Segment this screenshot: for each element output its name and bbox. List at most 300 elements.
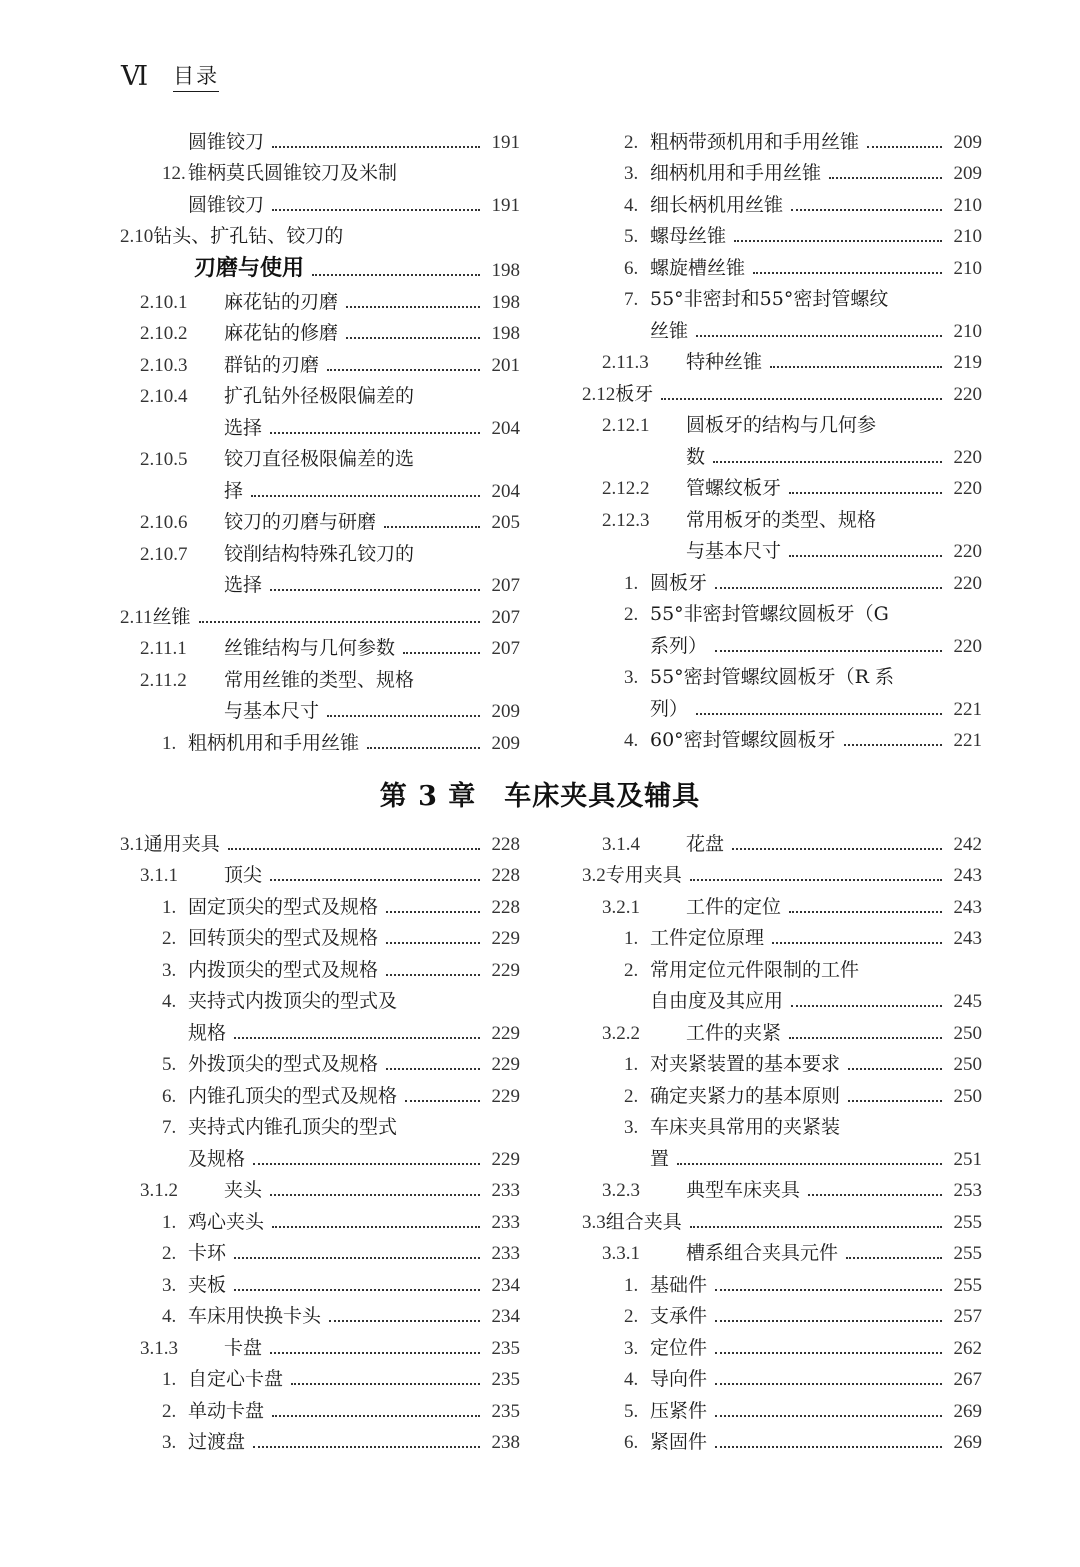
toc-entry-title: 麻花钻的修磨: [224, 322, 339, 344]
toc-entry-page: 229: [491, 928, 520, 949]
running-head: [121, 62, 219, 92]
dot-leader: [270, 1352, 480, 1354]
toc-entry-number: 1.: [624, 928, 639, 949]
dot-leader: [272, 209, 480, 211]
dot-leader: [867, 146, 942, 148]
toc-entry-number: 7.: [624, 289, 639, 310]
toc-entry-title: 夹持式内锥孔顶尖的型式: [188, 1116, 398, 1138]
toc-entry-page: 220: [953, 541, 982, 562]
toc-entry-number: 4.: [624, 194, 639, 216]
dot-leader: [696, 335, 942, 337]
toc-entry-title: 与基本尺寸: [686, 540, 782, 562]
dot-leader: [234, 1289, 480, 1291]
toc-entry[interactable]: [120, 824, 520, 856]
toc-entry-title: 55°密封管螺纹圆板牙（R 系: [650, 666, 895, 688]
toc-entry-page: 233: [491, 1243, 520, 1264]
toc-entry-number: 2.10.7: [140, 543, 188, 565]
toc-entry-number: 3.2.2: [602, 1022, 640, 1044]
toc-entry-page: 191: [491, 131, 520, 153]
toc-entry-title: 圆板牙的结构与几何参: [686, 414, 877, 436]
toc-entry-number: 2.: [624, 131, 639, 153]
toc-entry-title: 55°非密封管螺纹圆板牙（G: [650, 603, 889, 625]
toc-entry-title: 回转顶尖的型式及规格: [188, 927, 379, 949]
toc-entry-page: 233: [491, 1211, 520, 1233]
toc-entry[interactable]: [120, 1328, 520, 1360]
toc-entry[interactable]: [582, 626, 982, 658]
toc-entry[interactable]: [120, 534, 520, 566]
dot-leader: [661, 398, 942, 400]
dot-leader: [753, 272, 942, 274]
toc-entry-number: 6.: [624, 1432, 639, 1453]
toc-entry[interactable]: [120, 660, 520, 692]
toc-entry[interactable]: [582, 311, 982, 343]
toc-entry[interactable]: [582, 1139, 982, 1171]
toc-entry-page: 210: [953, 226, 982, 247]
toc-entry[interactable]: [120, 282, 520, 314]
toc-entry[interactable]: [120, 1139, 520, 1171]
toc-entry[interactable]: [120, 1360, 520, 1392]
toc-entry[interactable]: [120, 982, 520, 1014]
toc-entry-title: 置: [650, 1147, 670, 1170]
dot-leader: [270, 432, 480, 434]
toc-entry[interactable]: [582, 469, 982, 501]
dot-leader: [199, 621, 480, 623]
toc-entry-title: 圆锥铰刀: [188, 193, 265, 216]
toc-entry-number: 3.2.3: [602, 1180, 640, 1201]
dot-leader: [251, 495, 480, 497]
toc-entry-title: 选择: [224, 416, 263, 439]
toc-entry-number: 3.: [624, 1117, 639, 1138]
dot-leader: [690, 879, 942, 881]
dot-leader: [386, 974, 480, 976]
toc-entry[interactable]: [582, 1013, 982, 1045]
toc-entry-page: 205: [491, 512, 520, 533]
toc-column-right-top: [582, 122, 982, 752]
toc-entry-page: 250: [953, 1054, 982, 1075]
toc-entry-page: 251: [953, 1148, 982, 1170]
toc-entry-title: 单动卡盘: [188, 1399, 265, 1422]
toc-entry-title: 工件定位原理: [650, 927, 765, 949]
dot-leader: [808, 1194, 942, 1196]
toc-entry-number: 2.12.1: [602, 415, 650, 436]
dot-leader: [270, 589, 480, 591]
toc-entry[interactable]: [582, 122, 982, 154]
toc-entry-title: 自由度及其应用: [650, 990, 784, 1012]
toc-entry-title: 螺旋槽丝锥: [650, 256, 746, 279]
toc-entry-title: 外拨顶尖的型式及规格: [188, 1053, 379, 1075]
dot-leader: [789, 911, 942, 913]
toc-entry[interactable]: [582, 856, 982, 888]
toc-entry-page: 242: [953, 833, 982, 855]
toc-entry-number: 3.: [162, 1274, 177, 1296]
toc-entry-page: 235: [491, 1400, 520, 1422]
toc-entry[interactable]: [120, 471, 520, 503]
toc-entry[interactable]: [582, 1076, 982, 1108]
toc-entry[interactable]: [120, 597, 520, 629]
toc-entry-page: 235: [491, 1337, 520, 1359]
toc-entry-number: 2.: [624, 1085, 639, 1107]
dot-leader: [715, 1289, 942, 1291]
toc-entry-page: 209: [953, 163, 982, 184]
dot-leader: [228, 848, 480, 850]
dot-leader: [367, 747, 480, 749]
toc-entry-page: 229: [491, 1054, 520, 1075]
page-number: Ⅵ: [121, 61, 148, 91]
dot-leader: [346, 306, 480, 308]
toc-entry-number: 1.: [162, 732, 177, 754]
toc-entry-title: 管螺纹板牙: [686, 477, 782, 499]
dot-leader: [253, 1163, 480, 1165]
toc-entry[interactable]: [582, 1328, 982, 1360]
toc-entry[interactable]: [582, 658, 982, 690]
toc-entry-title: 粗柄机用和手用丝锥: [188, 731, 360, 754]
toc-entry-page: 198: [491, 323, 520, 344]
toc-entry-title: 圆板牙: [650, 571, 708, 594]
toc-entry-number: 2.11: [120, 606, 153, 628]
toc-entry-page: 253: [953, 1180, 982, 1201]
dot-leader: [715, 1446, 942, 1448]
toc-entry-page: 229: [491, 959, 520, 981]
toc-entry-title: 支承件: [650, 1305, 708, 1327]
toc-entry-page: 234: [491, 1306, 520, 1327]
toc-entry-title: 夹板: [188, 1273, 227, 1296]
toc-entry-number: 2.10.5: [140, 449, 188, 470]
toc-entry-number: 1.: [162, 896, 177, 918]
toc-entry[interactable]: [120, 408, 520, 440]
chapter-heading: [0, 774, 1080, 813]
toc-column-left-top: [120, 122, 520, 755]
toc-entry-title: 麻花钻的刃磨: [224, 290, 339, 313]
toc-entry[interactable]: [120, 566, 520, 598]
dot-leader: [405, 1100, 480, 1102]
toc-entry-title: 群钻的刃磨: [224, 353, 320, 376]
toc-entry-page: 229: [491, 1022, 520, 1044]
toc-entry[interactable]: [582, 500, 982, 532]
toc-entry-title: 锥柄莫氏圆锥铰刀及米制: [188, 162, 398, 184]
toc-entry-number: 4.: [624, 730, 639, 751]
dot-leader: [791, 209, 942, 211]
chapter-title: 车床夹具及辅具: [504, 781, 701, 812]
toc-entry-page: 207: [491, 638, 520, 659]
toc-entry[interactable]: [582, 185, 982, 217]
toc-entry-number: 4.: [624, 1369, 639, 1390]
toc-entry-number: 3.2: [582, 865, 606, 886]
dot-leader: [848, 1068, 942, 1070]
toc-entry[interactable]: [582, 1360, 982, 1392]
toc-entry-title: 铰刀的刃磨与研磨: [224, 511, 377, 533]
toc-entry-number: 2.12.2: [602, 478, 650, 499]
toc-entry[interactable]: [120, 1013, 520, 1045]
running-title: 目录: [173, 60, 219, 92]
toc-entry-number: 6.: [624, 257, 639, 279]
toc-entry-title: 典型车床夹具: [686, 1179, 801, 1201]
toc-entry[interactable]: [120, 1202, 520, 1234]
toc-entry-title: 顶尖: [224, 864, 263, 886]
dot-leader: [789, 1037, 942, 1039]
toc-entry-title: 60°密封管螺纹圆板牙: [650, 729, 836, 751]
toc-entry-title: 及规格: [188, 1147, 246, 1170]
toc-entry-title: 基础件: [650, 1273, 708, 1296]
toc-entry-page: 228: [491, 833, 520, 855]
dot-leader: [844, 744, 942, 746]
toc-entry[interactable]: [582, 824, 982, 856]
toc-entry[interactable]: [582, 437, 982, 469]
dot-leader: [270, 1194, 480, 1196]
toc-entry-title: 车床用快换卡头: [188, 1305, 322, 1327]
toc-entry-page: 204: [491, 417, 520, 439]
toc-entry-title: 系列）: [650, 634, 708, 657]
toc-entry[interactable]: [120, 377, 520, 409]
dot-leader: [696, 713, 942, 715]
toc-entry[interactable]: [582, 1423, 982, 1455]
toc-entry-page: 220: [953, 383, 982, 405]
toc-entry[interactable]: [120, 1423, 520, 1455]
toc-entry[interactable]: [582, 950, 982, 982]
toc-entry[interactable]: [120, 503, 520, 535]
toc-entry-number: 5.: [624, 1400, 639, 1422]
toc-entry-page: 220: [953, 635, 982, 657]
toc-entry-page: 204: [491, 480, 520, 502]
toc-entry-page: 221: [953, 730, 982, 751]
toc-entry-title: 自定心卡盘: [188, 1368, 284, 1390]
toc-entry-title: 选择: [224, 574, 263, 596]
toc-entry-number: 1.: [624, 572, 639, 594]
toc-entry-number: 4.: [162, 1306, 177, 1327]
toc-entry-page: 243: [953, 896, 982, 918]
toc-entry-title: 数: [686, 445, 706, 468]
chapter-number: 第 3 章: [379, 781, 477, 812]
toc-entry-number: 3.: [624, 163, 639, 184]
toc-entry-title: 常用丝锥的类型、规格: [224, 668, 415, 691]
dot-leader: [846, 1257, 942, 1259]
toc-entry[interactable]: [120, 217, 520, 249]
toc-entry-number: 2.: [624, 1306, 639, 1327]
dot-leader: [715, 650, 942, 652]
toc-entry[interactable]: [582, 887, 982, 919]
toc-entry-page: 250: [953, 1022, 982, 1044]
toc-entry[interactable]: [120, 1234, 520, 1266]
dot-leader: [715, 587, 942, 589]
toc-entry-number: 6.: [162, 1085, 177, 1107]
toc-entry-title: 圆锥铰刀: [188, 130, 265, 153]
toc-entry-title: 卡盘: [224, 1336, 263, 1359]
toc-entry-number: 3.1.1: [140, 865, 178, 886]
toc-entry-title: 择: [224, 479, 244, 502]
toc-entry[interactable]: [582, 1297, 982, 1329]
toc-entry-page: 210: [953, 194, 982, 216]
toc-entry-title: 粗柄带颈机用和手用丝锥: [650, 130, 860, 153]
toc-entry-number: 3.2.1: [602, 896, 640, 918]
toc-entry[interactable]: [120, 185, 520, 217]
toc-entry-title: 槽系组合夹具元件: [686, 1242, 839, 1264]
toc-entry[interactable]: [120, 1076, 520, 1108]
toc-entry[interactable]: [582, 1045, 982, 1077]
toc-entry-title: 列）: [650, 697, 689, 720]
toc-entry-page: 220: [953, 478, 982, 499]
toc-entry[interactable]: [582, 248, 982, 280]
toc-entry-number: 2.10.4: [140, 386, 188, 407]
toc-entry[interactable]: [120, 856, 520, 888]
dot-leader: [346, 337, 480, 339]
toc-entry-number: 2.: [162, 928, 177, 949]
toc-entry-page: 209: [953, 131, 982, 153]
toc-entry[interactable]: [582, 217, 982, 249]
toc-entry-number: 1.: [162, 1211, 177, 1233]
toc-entry[interactable]: [582, 1108, 982, 1140]
toc-entry[interactable]: [582, 982, 982, 1014]
toc-entry[interactable]: [582, 154, 982, 186]
dot-leader: [329, 1320, 480, 1322]
toc-entry[interactable]: [582, 374, 982, 406]
toc-entry-page: 228: [491, 865, 520, 886]
toc-entry[interactable]: [120, 950, 520, 982]
toc-entry[interactable]: [582, 689, 982, 721]
dot-leader: [677, 1163, 942, 1165]
dot-leader: [713, 461, 942, 463]
toc-entry-title: 常用定位元件限制的工件: [650, 958, 860, 981]
toc-entry-title: 丝锥结构与几何参数: [224, 637, 396, 659]
toc-entry[interactable]: [120, 723, 520, 755]
toc-entry-number: 3.1: [120, 833, 144, 855]
toc-entry-number: 3.: [624, 1337, 639, 1359]
dot-leader: [386, 911, 480, 913]
toc-entry-title: 螺母丝锥: [650, 225, 727, 247]
dot-leader: [386, 1068, 480, 1070]
dot-leader: [791, 1005, 942, 1007]
toc-column-right-bottom: [582, 824, 982, 1454]
toc-entry-page: 255: [953, 1211, 982, 1233]
toc-entry-page: 209: [491, 701, 520, 722]
toc-entry[interactable]: [120, 692, 520, 724]
toc-entry[interactable]: [582, 1171, 982, 1203]
toc-entry[interactable]: [120, 345, 520, 377]
toc-entry[interactable]: [120, 887, 520, 919]
dot-leader: [789, 492, 942, 494]
toc-entry-number: 3.: [162, 1432, 177, 1453]
toc-entry[interactable]: [582, 1202, 982, 1234]
toc-entry[interactable]: [120, 1108, 520, 1140]
toc-entry-title: 55°非密封和55°密封管螺纹: [650, 288, 889, 310]
toc-entry[interactable]: [120, 1265, 520, 1297]
toc-entry[interactable]: [120, 248, 520, 282]
toc-entry-number: 5.: [162, 1054, 177, 1075]
toc-entry-number: 2.11.3: [602, 352, 649, 373]
toc-entry-title: 细长柄机用丝锥: [650, 193, 784, 216]
toc-entry[interactable]: [582, 1265, 982, 1297]
toc-entry[interactable]: [582, 343, 982, 375]
toc-entry[interactable]: [120, 1297, 520, 1329]
toc-entry-number: 2.: [162, 1243, 177, 1264]
dot-leader: [715, 1383, 942, 1385]
toc-entry[interactable]: [582, 1391, 982, 1423]
dot-leader: [715, 1320, 942, 1322]
toc-entry-number: 2.10.2: [140, 323, 188, 344]
toc-entry-page: 269: [953, 1432, 982, 1453]
toc-entry[interactable]: [120, 1171, 520, 1203]
toc-entry-page: 235: [491, 1369, 520, 1390]
toc-entry[interactable]: [120, 1391, 520, 1423]
toc-entry[interactable]: [120, 440, 520, 472]
toc-entry-title: 与基本尺寸: [224, 700, 320, 722]
toc-entry[interactable]: [582, 532, 982, 564]
toc-entry-number: 2.: [624, 959, 639, 981]
toc-entry[interactable]: [120, 919, 520, 951]
toc-entry-title: 常用板牙的类型、规格: [686, 508, 877, 531]
toc-entry-page: 233: [491, 1180, 520, 1201]
toc-entry-page: 228: [491, 896, 520, 918]
toc-entry-number: 2.10: [120, 226, 154, 247]
toc-entry-title: 刃磨与使用: [194, 255, 305, 281]
dot-leader: [384, 526, 480, 528]
toc-entry-page: 250: [953, 1085, 982, 1107]
toc-entry-title: 卡环: [188, 1242, 227, 1264]
toc-entry-page: 221: [953, 698, 982, 720]
toc-entry-page: 243: [953, 928, 982, 949]
toc-entry-page: 191: [491, 194, 520, 216]
toc-entry-number: 3.: [162, 959, 177, 981]
toc-entry-title: 对夹紧装置的基本要求: [650, 1053, 841, 1075]
toc-entry-page: 245: [953, 991, 982, 1012]
toc-entry-number: 5.: [624, 226, 639, 247]
toc-entry-page: 210: [953, 320, 982, 342]
toc-entry[interactable]: [582, 1234, 982, 1266]
toc-entry[interactable]: [582, 919, 982, 951]
toc-entry-page: 267: [953, 1369, 982, 1390]
toc-entry-page: 255: [953, 1243, 982, 1264]
toc-entry-page: 209: [491, 732, 520, 754]
toc-entry[interactable]: [582, 280, 982, 312]
toc-entry[interactable]: [582, 406, 982, 438]
toc-entry-title: 细柄机用和手用丝锥: [650, 162, 822, 184]
dot-leader: [272, 1226, 480, 1228]
toc-entry-number: 2.12: [582, 383, 616, 405]
toc-entry-number: 3.3: [582, 1211, 606, 1233]
toc-entry-title: 铰削结构特殊孔铰刀的: [224, 542, 415, 565]
toc-entry[interactable]: [120, 629, 520, 661]
dot-leader: [829, 177, 942, 179]
toc-entry-title: 钻头、扩孔钻、铰刀的: [153, 225, 344, 247]
dot-leader: [272, 146, 480, 148]
toc-entry-number: 12.: [162, 163, 186, 184]
toc-entry[interactable]: [582, 595, 982, 627]
dot-leader: [234, 1257, 480, 1259]
toc-entry[interactable]: [120, 122, 520, 154]
toc-entry-number: 2.: [162, 1400, 177, 1422]
dot-leader: [732, 848, 942, 850]
toc-entry-page: 207: [491, 575, 520, 596]
dot-leader: [272, 1415, 480, 1417]
toc-entry[interactable]: [120, 1045, 520, 1077]
toc-entry-page: 269: [953, 1400, 982, 1422]
toc-entry-number: 2.10.6: [140, 512, 188, 533]
toc-entry-page: 257: [953, 1306, 982, 1327]
dot-leader: [734, 240, 942, 242]
dot-leader: [312, 274, 480, 276]
dot-leader: [234, 1037, 480, 1039]
dot-leader: [386, 942, 480, 944]
toc-entry-number: 3.1.4: [602, 833, 640, 855]
toc-entry-number: 2.10.1: [140, 291, 188, 313]
toc-entry-title: 过渡盘: [188, 1431, 246, 1453]
toc-entry[interactable]: [582, 721, 982, 753]
toc-entry-number: 3.3.1: [602, 1243, 640, 1264]
toc-entry[interactable]: [582, 563, 982, 595]
toc-entry-page: 201: [491, 354, 520, 376]
toc-entry-page: 220: [953, 446, 982, 468]
toc-entry[interactable]: [120, 314, 520, 346]
dot-leader: [715, 1415, 942, 1417]
toc-entry[interactable]: [120, 154, 520, 186]
